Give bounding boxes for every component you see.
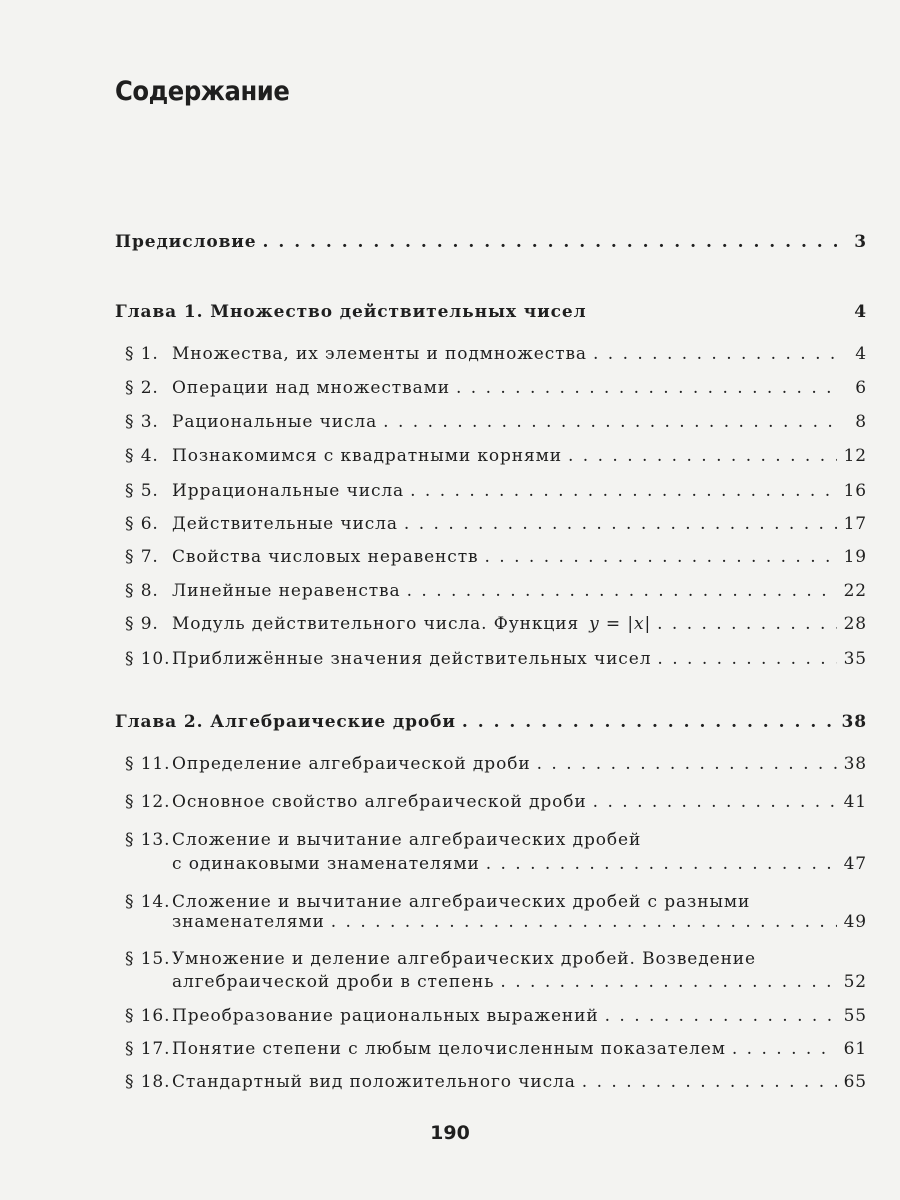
entry-label: Предисловие	[115, 232, 257, 252]
dot-leader	[331, 912, 837, 932]
toc-section	[125, 412, 867, 438]
section-number: § 3.	[125, 412, 159, 432]
section-title: Понятие степени с любым целочисленным показателем	[172, 1039, 726, 1059]
section-title: Стандартный вид положительного числа	[172, 1072, 576, 1092]
toc-section	[125, 754, 867, 780]
section-title: знаменателями	[172, 912, 325, 932]
section-title: Основное свойство алгебраической дроби	[172, 792, 587, 812]
toc-section	[125, 912, 867, 938]
dot-leader	[500, 972, 837, 992]
section-page: 61	[843, 1039, 867, 1059]
page-number: 190	[430, 1122, 470, 1144]
toc-section	[125, 972, 867, 998]
dot-leader	[263, 232, 837, 252]
toc-section	[125, 481, 867, 507]
entry-page: 3	[854, 232, 867, 252]
section-page: 28	[843, 614, 867, 634]
section-title: Операции над множествами	[172, 378, 450, 398]
toc-section	[125, 649, 867, 675]
toc-section	[125, 1039, 867, 1065]
toc-section	[125, 1072, 867, 1098]
dot-leader	[605, 1006, 837, 1026]
formula: y = |x|	[589, 614, 652, 634]
toc-preface	[115, 232, 867, 258]
section-title: Линейные неравенства	[172, 581, 401, 601]
section-number: § 5.	[125, 481, 159, 501]
section-number: § 7.	[125, 547, 159, 567]
section-title: Множества, их элементы и подмножества	[172, 344, 587, 364]
dot-leader	[462, 712, 836, 732]
toc-section	[125, 854, 867, 880]
section-number: § 2.	[125, 378, 159, 398]
section-number: § 12.	[125, 792, 171, 812]
dot-leader	[582, 1072, 837, 1092]
section-number: § 16.	[125, 1006, 171, 1026]
section-page: 12	[843, 446, 867, 466]
toc-section	[125, 581, 867, 607]
toc-section	[125, 547, 867, 573]
section-page: 19	[843, 547, 867, 567]
toc-section	[125, 514, 867, 540]
toc-section	[125, 446, 867, 472]
section-page: 17	[843, 514, 867, 534]
chapter-page: 4	[854, 302, 867, 322]
toc-chapter-1	[115, 302, 867, 328]
section-title-line1: Умножение и деление алгебраических дробей. Возведение	[172, 949, 756, 969]
section-number: § 18.	[125, 1072, 171, 1092]
section-page: 55	[843, 1006, 867, 1026]
dot-leader	[486, 854, 837, 874]
dot-leader	[456, 378, 837, 398]
section-title: Определение алгебраической дроби	[172, 754, 531, 774]
section-number: § 13.	[125, 830, 171, 850]
section-number: § 17.	[125, 1039, 171, 1059]
toc-section	[125, 378, 867, 404]
section-number: § 6.	[125, 514, 159, 534]
toc-section	[125, 614, 867, 640]
section-title: Модуль действительного числа. Функция	[172, 614, 580, 634]
dot-leader	[407, 581, 837, 601]
toc-chapter-2	[115, 712, 867, 738]
toc-section	[125, 344, 867, 370]
section-title: Приближённые значения действительных чисел	[172, 649, 652, 669]
section-title: Преобразование рациональных выражений	[172, 1006, 599, 1026]
page-title: Содержание	[115, 76, 290, 107]
section-title: алгебраической дроби в степень	[172, 972, 495, 992]
section-number: § 14.	[125, 892, 171, 912]
section-page: 38	[843, 754, 867, 774]
section-page: 65	[843, 1072, 867, 1092]
section-number: § 11.	[125, 754, 171, 774]
dot-leader	[410, 481, 837, 501]
section-number: § 4.	[125, 446, 159, 466]
dot-leader	[537, 754, 837, 774]
section-page: 49	[843, 912, 867, 932]
toc-section	[125, 1006, 867, 1032]
dot-leader	[657, 614, 837, 634]
chapter-label: Глава 1. Множество действительных чисел	[115, 302, 587, 322]
section-title-line1: Сложение и вычитание алгебраических дробей с разными	[172, 892, 751, 912]
section-page: 35	[843, 649, 867, 669]
section-title: Действительные числа	[172, 514, 398, 534]
section-title: Свойства числовых неравенств	[172, 547, 479, 567]
section-number: § 1.	[125, 344, 159, 364]
section-title: Иррациональные числа	[172, 481, 405, 501]
section-page: 16	[843, 481, 867, 501]
toc-section	[125, 792, 867, 818]
dot-leader	[657, 649, 837, 669]
section-page: 4	[855, 344, 867, 364]
dot-leader	[484, 547, 837, 567]
section-title-line1: Сложение и вычитание алгебраических дробей	[172, 830, 642, 850]
section-title: Рациональные числа	[172, 412, 378, 432]
section-page: 22	[843, 581, 867, 601]
section-title: Познакомимся с квадратными корнями	[172, 446, 562, 466]
section-page: 47	[843, 854, 867, 874]
section-page: 41	[843, 792, 867, 812]
section-number: § 8.	[125, 581, 159, 601]
dot-leader	[732, 1039, 837, 1059]
dot-leader	[404, 514, 837, 534]
section-page: 6	[855, 378, 867, 398]
chapter-page: 38	[841, 712, 867, 732]
section-page: 8	[855, 412, 867, 432]
section-title: с одинаковыми знаменателями	[172, 854, 480, 874]
dot-leader	[383, 412, 837, 432]
section-number: § 9.	[125, 614, 159, 634]
dot-leader	[593, 792, 837, 812]
dot-leader	[568, 446, 837, 466]
section-number: § 10.	[125, 649, 171, 669]
dot-leader	[593, 344, 837, 364]
chapter-label: Глава 2. Алгебраические дроби	[115, 712, 456, 732]
section-page: 52	[843, 972, 867, 992]
section-number: § 15.	[125, 949, 171, 969]
